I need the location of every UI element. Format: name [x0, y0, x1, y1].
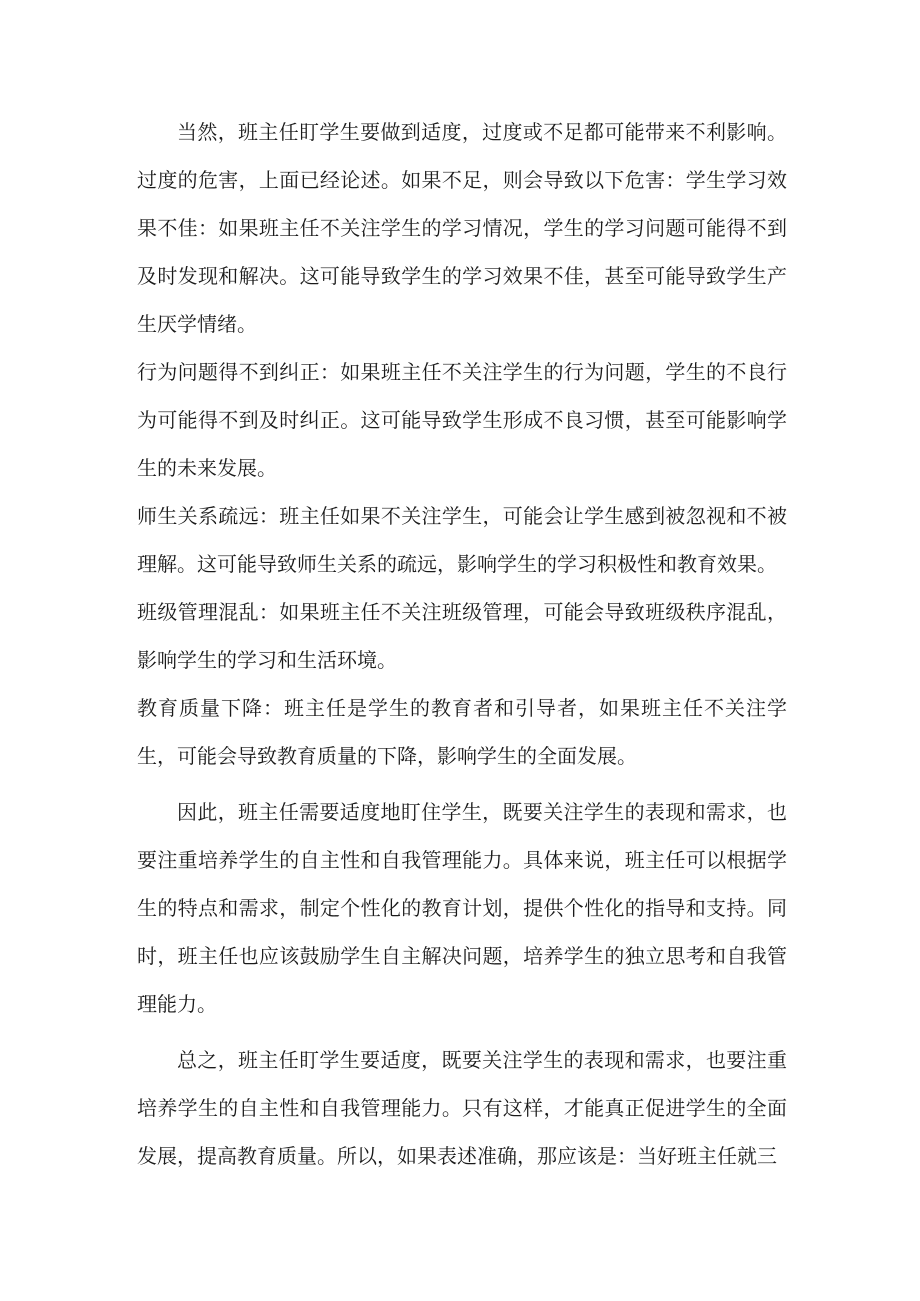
paragraph-intro: 当然，班主任盯学生要做到适度，过度或不足都可能带来不利影响。过度的危害，上面已经论述。如果不足，则会导致以下危害：学生学习效果不佳：如果班主任不关注学生的学习情况，学生的学习问题可能得不到及时发现和解决。这可能导致学生的学习效果不佳，甚至可能导致学生产生厌学情绪。	[137, 120, 787, 336]
paragraph-therefore: 因此，班主任需要适度地盯住学生，既要关注学生的表现和需求，也要注重培养学生的自主性和自我管理能力。具体来说，班主任可以根据学生的特点和需求，制定个性化的教育计划，提供个性化的指导和支持。同时，班主任也应该鼓励学生自主解决问题，培养学生的独立思考和自我管理能力。	[137, 800, 787, 1016]
paragraph-behavior: 行为问题得不到纠正：如果班主任不关注学生的行为问题，学生的不良行为可能得不到及时纠正。这可能导致学生形成不良习惯，甚至可能影响学生的未来发展。	[137, 360, 787, 480]
paragraph-class-management: 班级管理混乱：如果班主任不关注班级管理，可能会导致班级秩序混乱，影响学生的学习和生活环境。	[137, 600, 787, 672]
paragraph-education-quality: 教育质量下降：班主任是学生的教育者和引导者，如果班主任不关注学生，可能会导致教育质量的下降，影响学生的全面发展。	[137, 696, 787, 768]
paragraph-conclusion: 总之，班主任盯学生要适度，既要关注学生的表现和需求，也要注重培养学生的自主性和自我管理能力。只有这样，才能真正促进学生的全面发展，提高教育质量。所以，如果表述准确，那应该是：当好班主任就三	[137, 1048, 787, 1168]
paragraph-relationship: 师生关系疏远：班主任如果不关注学生，可能会让学生感到被忽视和不被理解。这可能导致师生关系的疏远，影响学生的学习积极性和教育效果。	[137, 504, 787, 576]
document-body	[137, 108, 787, 1180]
